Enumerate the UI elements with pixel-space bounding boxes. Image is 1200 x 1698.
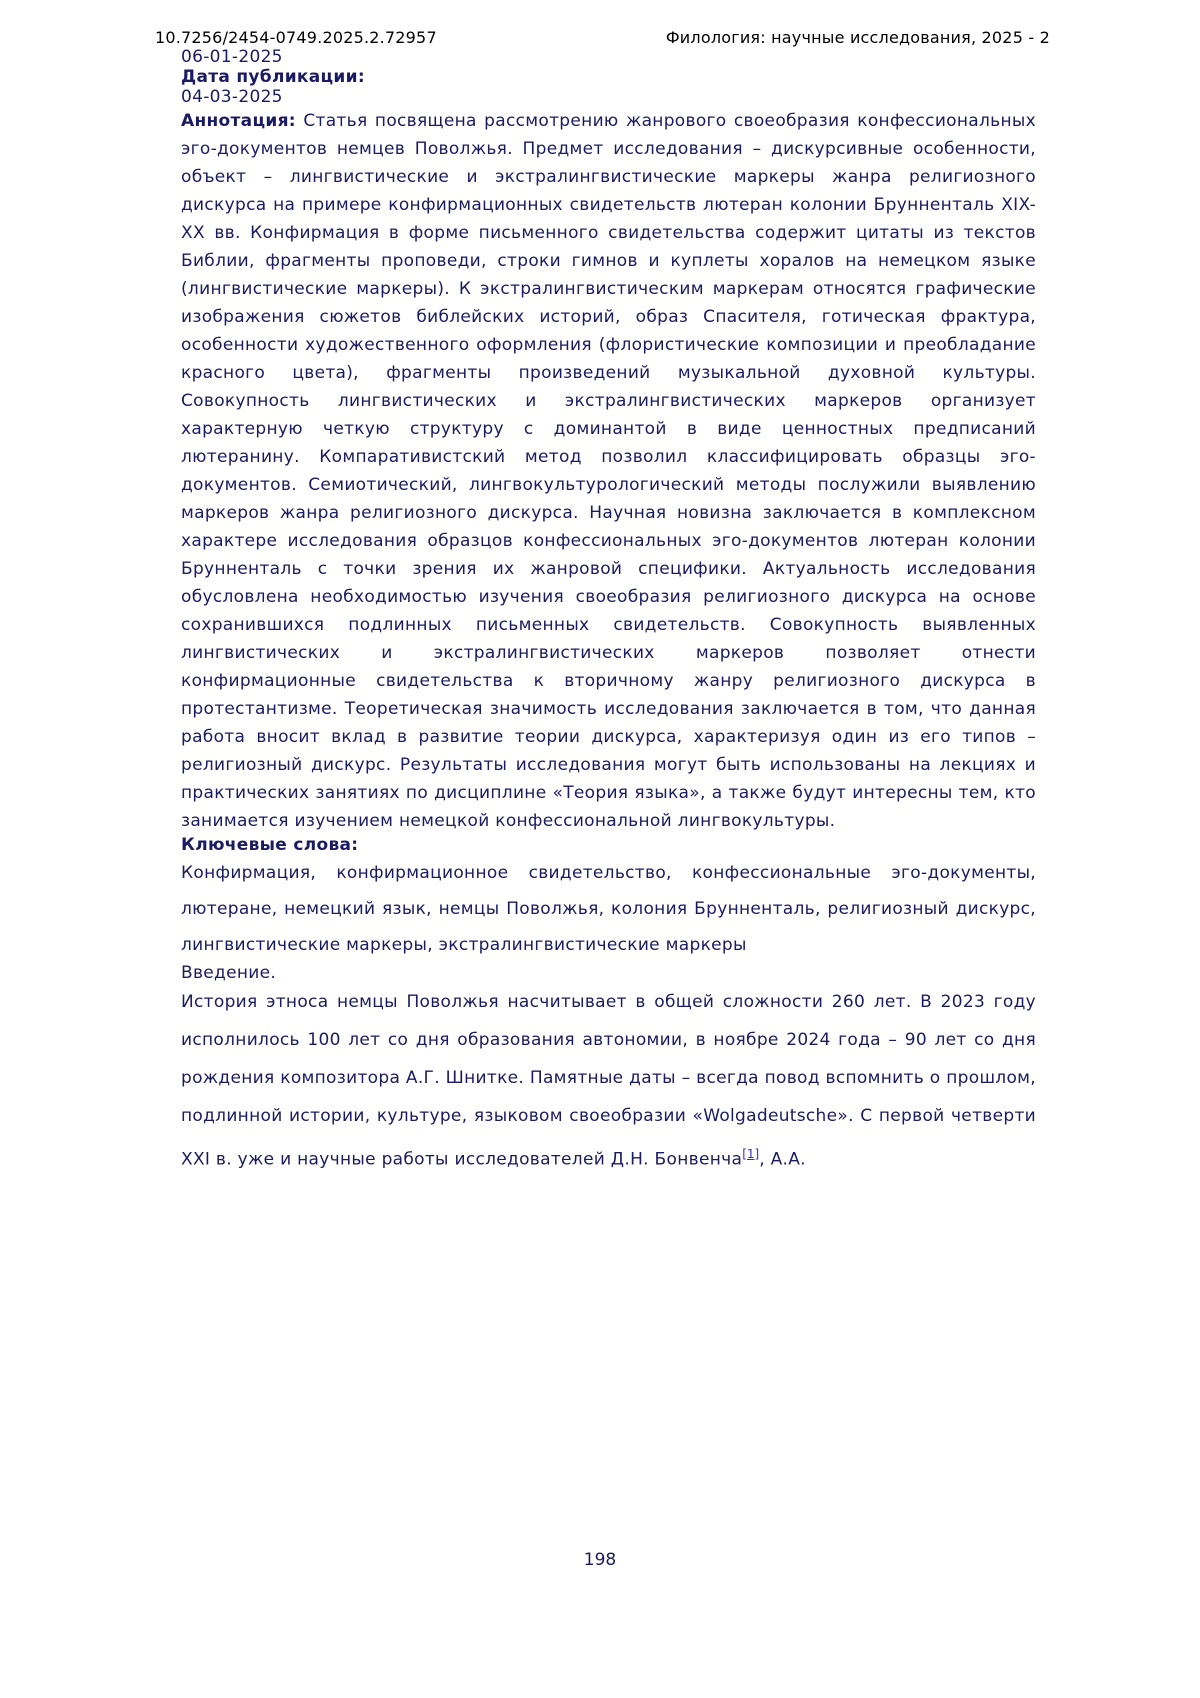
abstract-label: Аннотация: — [181, 111, 296, 131]
abstract-paragraph — [181, 107, 1036, 835]
received-date: 06-01-2025 — [181, 47, 283, 67]
journal-title: Филология: научные исследования, 2025 - 2 — [665, 28, 1050, 47]
introduction-text: История этноса немцы Поволжья насчитывает в общей сложности 260 лет. В 2023 году исполнилось 100 лет со дня образования автономии, в ноябре 2024 года – 90 лет со дня рождения композитора А.Г. Шнитке. Памятные даты – всегда повод вспомнить о прошлом, подлинной истории, культуре, языковом своеобразии «Wolgadeutsche». С первой четверти XXI в. уже и научные работы исследователей Д.Н. Бонвенча — [181, 992, 1036, 1170]
page-footer — [0, 1550, 1200, 1570]
page-header — [0, 0, 1200, 47]
introduction-text-continued: , А.А. — [759, 1149, 806, 1170]
doi: 10.7256/2454-0749.2025.2.72957 — [155, 28, 437, 47]
publication-date-label: Дата публикации: — [181, 67, 365, 87]
keywords-text: Конфирмация, конфирмационное свидетельство, конфессиональные эго-документы, лютеране, немецкий язык, немцы Поволжья, колония Брунненталь, религиозный дискурс, лингвистические маркеры, экстралингвистические маркеры — [181, 863, 1036, 955]
publication-date: 04-03-2025 — [181, 87, 283, 107]
footnote-ref-1[interactable]: [1] — [742, 1147, 760, 1161]
introduction-heading: Введение. — [181, 963, 277, 983]
abstract-text: Статья посвящена рассмотрению жанрового своеобразия конфессиональных эго-документов немцев Поволжья. Предмет исследования – дискурсивные особенности, объект – лингвистические и экстралингвистические маркеры жанра религиозного дискурса на примере конфирмационных свидетельств лютеран колонии Брунненталь XIX-XX вв. Конфирмация в форме письменного свидетельства содержит цитаты из текстов Библии, фрагменты проповеди, строки гимнов и куплеты хоралов на немецком языке (лингвистические маркеры). К экстралингвистическим маркерам относятся графические изображения сюжетов библейских историй, образ Спасителя, готическая фрактура, особенности художественного оформления (флористические композиции и преобладание красного цвета), фрагменты произведений музыкальной духовной культуры. Совокупность лингвистических и экстралингвистических маркеров организует характерную четкую структуру с доминантой в виде ценностных предписаний лютеранину. Компаративистский метод позволил классифицировать образцы эго-документов. Семиотический, лингвокультурологический методы послужили выявлению маркеров жанра религиозного дискурса. Научная новизна заключается в комплексном характере исследования образцов конфессиональных эго-документов лютеран колонии Брунненталь с точки зрения их жанровой специфики. Актуальность исследования обусловлена необходимостью изучения своеобразия религиозного дискурса на основе сохранившихся подлинных письменных свидетельств. Совокупность выявленных лингвистических и экстралингвистических маркеров позволяет отнести конфирмационные свидетельства к вторичному жанру религиозного дискурса в протестантизме. Теоретическая значимость исследования заключается в том, что данная работа вносит вклад в развитие теории дискурса, характеризуя один из его типов – религиозный дискурс. Результаты исследования могут быть использованы на лекциях и практических занятиях по дисциплине «Теория языка», а также будут интересны тем, кто занимается изучением немецкой конфессиональной лингвокультуры. — [181, 111, 1036, 831]
introduction-paragraph — [181, 983, 1036, 1179]
page-number: 198 — [583, 1550, 617, 1570]
keywords-label: Ключевые слова: — [181, 835, 359, 855]
page-content — [0, 47, 1200, 1179]
